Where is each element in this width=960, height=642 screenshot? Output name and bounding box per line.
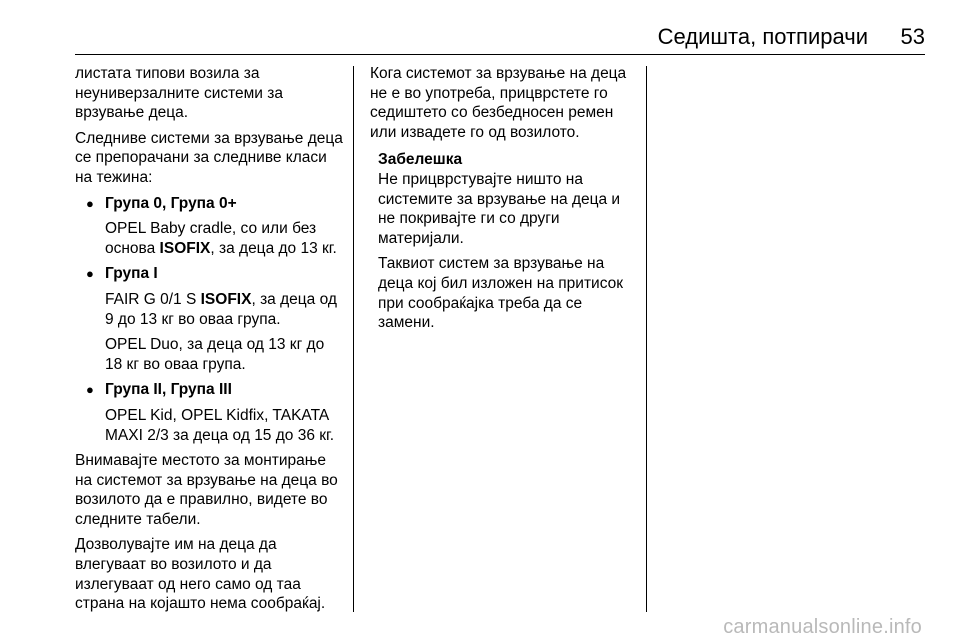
watermark: carmanualsonline.info	[723, 616, 922, 638]
list-item	[75, 380, 345, 445]
list-item-body	[105, 406, 345, 445]
paragraph: листата типови возила за неуниверзалните системи за врзување деца.	[75, 65, 283, 122]
list-item-title: Група I	[105, 265, 158, 283]
paragraph	[105, 290, 345, 329]
bullet-icon: ●	[86, 266, 94, 282]
paragraph: Следниве системи за врзување деца се препорачани за следниве класи на тежина:	[75, 129, 343, 186]
column-divider-left	[353, 66, 354, 612]
list-item-body	[105, 290, 345, 374]
header-divider	[75, 54, 925, 55]
note-box	[370, 150, 635, 332]
bullet-icon: ●	[86, 195, 94, 211]
paragraph	[105, 219, 345, 258]
text-span: , за деца до 13 кг.	[210, 239, 337, 257]
paragraph: Не прицврстувајте ништо на системите за врзување на деца и не покривајте ги со други материјали.	[378, 170, 621, 247]
list-item-title: Група II, Група III	[105, 381, 232, 399]
list-item-title: Група 0, Група 0+	[105, 194, 237, 212]
text-span: , за деца од 9 до 13 кг во оваа група.	[105, 290, 337, 328]
bold-text: ISOFIX	[200, 290, 252, 308]
left-column	[75, 64, 345, 620]
paragraph: Кога системот за врзување на деца не е во употреба, прицврстете го седиштето со безбедносен ремен или извадете го од возилото.	[370, 65, 627, 141]
bullet-icon: ●	[86, 382, 94, 398]
paragraph: Внимавајте местото за монтирање на системот за врзување на деца во возилото да е правилно, видете во следните табели.	[75, 452, 338, 528]
middle-column	[370, 64, 635, 339]
text-span: FAIR G 0/1 S	[105, 290, 201, 308]
text-span: OPEL Baby cradle, со или без основа	[105, 220, 317, 257]
note-title: Забелешка	[378, 151, 463, 169]
page-number: 53	[900, 24, 925, 49]
paragraph: Дозволувајте им на деца да влегуваат во возилото и да излегуваат од него само од таа страна на којашто нема сообраќај.	[75, 536, 326, 613]
page-header	[0, 0, 960, 60]
bold-text: ISOFIX	[159, 239, 211, 257]
list-item-body	[105, 219, 345, 258]
page-title: Седишта, потпирачи	[657, 24, 868, 49]
paragraph: OPEL Duo, за деца од 13 кг до 18 кг во оваа група.	[105, 336, 325, 373]
column-divider-right	[646, 66, 647, 612]
list-item	[75, 194, 345, 259]
list-item	[75, 264, 345, 374]
paragraph: Таквиот систем за врзување на деца кој бил изложен на притисок при сообраќајка треба да се замени.	[378, 255, 624, 332]
paragraph: OPEL Kid, OPEL Kidfix, TAKATA MAXI 2/3 за деца од 15 до 36 кг.	[105, 406, 335, 444]
